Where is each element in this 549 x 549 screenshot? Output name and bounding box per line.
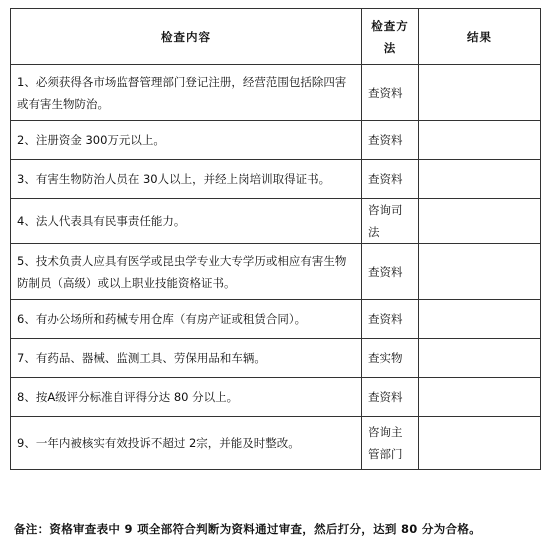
row-content: 8、按A级评分标准自评得分达 80 分以上。 — [11, 378, 362, 417]
row-method: 查资料 — [362, 160, 419, 199]
row-result[interactable] — [419, 417, 541, 470]
table-row — [11, 417, 541, 470]
row-method: 查资料 — [362, 378, 419, 417]
row-content: 6、有办公场所和药械专用仓库（有房产证或租赁合同）。 — [11, 300, 362, 339]
row-result[interactable] — [419, 199, 541, 244]
row-result[interactable] — [419, 65, 541, 121]
table-header-row — [11, 9, 541, 65]
row-result[interactable] — [419, 244, 541, 300]
row-method: 查实物 — [362, 339, 419, 378]
header-content: 检查内容 — [11, 9, 362, 65]
row-result[interactable] — [419, 121, 541, 160]
row-method: 查资料 — [362, 121, 419, 160]
table-row — [11, 300, 541, 339]
row-method: 查资料 — [362, 65, 419, 121]
row-content: 4、法人代表具有民事责任能力。 — [11, 199, 362, 244]
row-method: 咨询主管部门 — [362, 417, 419, 470]
row-method: 咨询司法 — [362, 199, 419, 244]
header-result: 结果 — [419, 9, 541, 65]
qualification-check-table — [10, 8, 541, 470]
footnote: 备注：资格审查表中 9 项全部符合判断为资料通过审查，然后打分，达到 80 分为合格。 — [14, 522, 481, 536]
table-row — [11, 160, 541, 199]
table-row — [11, 121, 541, 160]
row-content: 7、有药品、器械、监测工具、劳保用品和车辆。 — [11, 339, 362, 378]
row-content: 9、一年内被核实有效投诉不超过 2宗，并能及时整改。 — [11, 417, 362, 470]
row-content: 5、技术负责人应具有医学或昆虫学专业大专学历或相应有害生物防制员（高级）或以上职业技能资格证书。 — [11, 244, 362, 300]
row-result[interactable] — [419, 339, 541, 378]
row-content: 3、有害生物防治人员在 30人以上，并经上岗培训取得证书。 — [11, 160, 362, 199]
row-content: 2、注册资金 300万元以上。 — [11, 121, 362, 160]
row-method: 查资料 — [362, 244, 419, 300]
table-row — [11, 199, 541, 244]
table-row — [11, 65, 541, 121]
row-result[interactable] — [419, 378, 541, 417]
row-content: 1、必须获得各市场监督管理部门登记注册，经营范围包括除四害或有害生物防治。 — [11, 65, 362, 121]
table-row — [11, 244, 541, 300]
row-result[interactable] — [419, 300, 541, 339]
row-method: 查资料 — [362, 300, 419, 339]
table-row — [11, 339, 541, 378]
row-result[interactable] — [419, 160, 541, 199]
header-method: 检查方法 — [362, 9, 419, 65]
table-row — [11, 378, 541, 417]
